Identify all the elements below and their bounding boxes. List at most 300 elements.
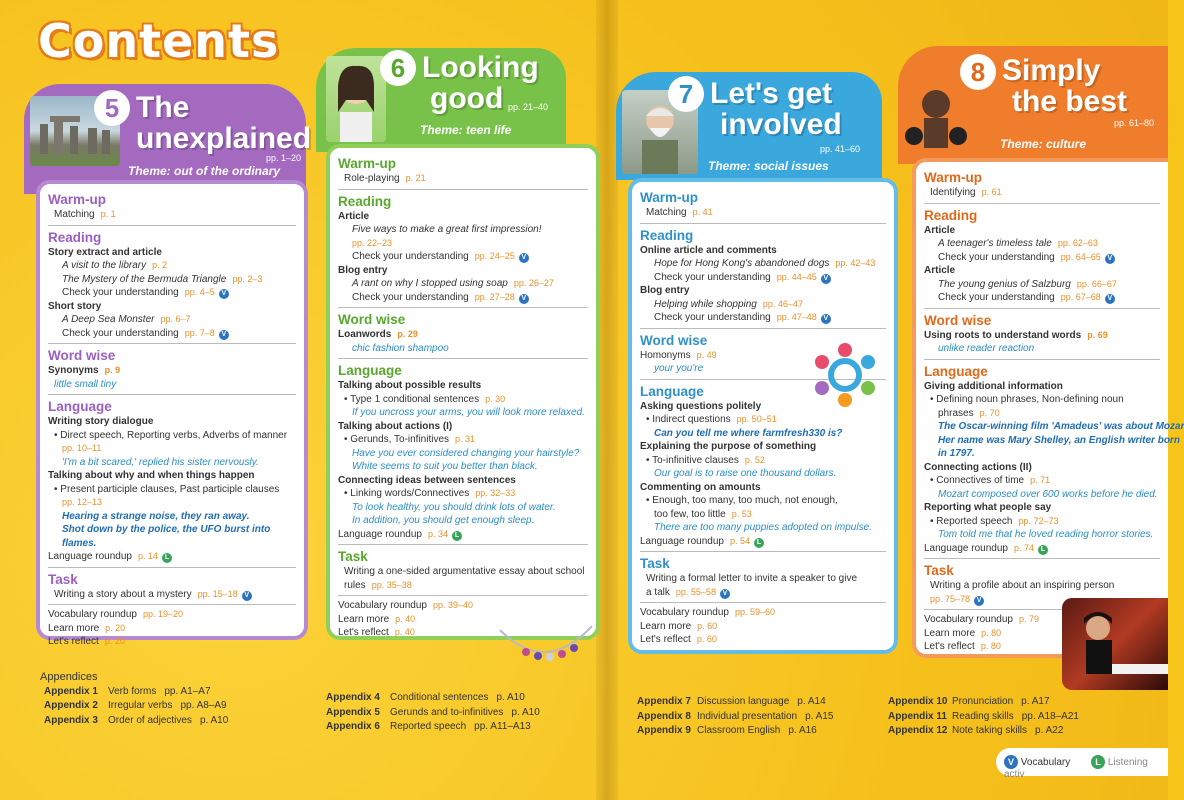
page-ref: pp. 24–25 bbox=[474, 251, 515, 261]
wordwise-heading: Word wise bbox=[640, 332, 708, 348]
appendix-item[interactable] bbox=[637, 695, 833, 710]
page-ref: pp. 2–3 bbox=[232, 273, 263, 284]
appendix-key: Appendix 6 bbox=[326, 721, 380, 732]
page-ref: pp. 47–48 bbox=[776, 312, 817, 322]
item-text: Vocabulary roundup bbox=[338, 600, 427, 611]
appendix-item[interactable] bbox=[326, 691, 540, 706]
vocabulary-badge-icon: V bbox=[720, 589, 730, 599]
page-ref: p. 49 bbox=[696, 349, 717, 360]
item-text: Vocabulary roundup bbox=[640, 607, 729, 618]
reading-item[interactable] bbox=[640, 298, 886, 312]
language-roundup[interactable] bbox=[640, 535, 886, 549]
language-item[interactable] bbox=[640, 508, 886, 522]
reading-sub: Blog entry bbox=[640, 285, 690, 296]
appendix-key: Appendix 8 bbox=[637, 710, 691, 722]
appendix-key: Appendix 10 bbox=[888, 696, 948, 707]
task-item[interactable] bbox=[640, 586, 886, 600]
item-text: Vocabulary roundup bbox=[48, 609, 137, 620]
wordwise-examples: your you're bbox=[654, 363, 704, 374]
appendix-name: Discussion language bbox=[697, 696, 790, 707]
language-sub: Connecting ideas between sentences bbox=[338, 474, 516, 486]
page-ref: pp. 62–63 bbox=[1057, 238, 1098, 248]
task-item[interactable] bbox=[48, 588, 296, 602]
appendix-key: Appendix 12 bbox=[888, 725, 948, 736]
item-text: Learn more bbox=[48, 622, 100, 634]
item-text: Check your understanding bbox=[654, 312, 771, 323]
item-text: Language roundup bbox=[48, 551, 132, 562]
page-ref: p. A10 bbox=[511, 706, 540, 718]
item-text: Check your understanding bbox=[938, 292, 1055, 303]
language-example: Tom told me that he loved reading horror stories. bbox=[938, 529, 1154, 540]
item-text: Writing a one-sided argumentative essay about school rules bbox=[344, 566, 585, 591]
language-sub: Talking about actions (I) bbox=[338, 420, 453, 432]
item-text: A teenager's timeless tale bbox=[938, 238, 1052, 249]
task-item[interactable] bbox=[338, 565, 588, 592]
item-text: A rant on why I stopped using soap bbox=[352, 278, 508, 289]
page-ref: pp. 44–45 bbox=[776, 271, 817, 282]
warmup-text: Identifying bbox=[930, 187, 976, 198]
language-example: Have you ever considered changing your hairstyle? bbox=[352, 447, 580, 459]
language-roundup[interactable] bbox=[48, 550, 296, 564]
appendix-item[interactable] bbox=[888, 710, 1079, 725]
item-text: a talk bbox=[646, 586, 670, 598]
page-ref: pp. 55–58 bbox=[675, 586, 716, 597]
unit-8-title-line2: the best bbox=[1012, 85, 1128, 118]
language-heading: Language bbox=[640, 383, 704, 399]
listening-badge-icon: L bbox=[1038, 545, 1048, 555]
divider bbox=[338, 595, 588, 596]
unit-6-theme: Theme: teen life bbox=[420, 123, 512, 137]
reading-item[interactable] bbox=[338, 277, 588, 291]
appendix-name: Reported speech bbox=[390, 721, 467, 732]
language-item[interactable] bbox=[924, 515, 1160, 529]
page-ref: p. A15 bbox=[805, 710, 834, 722]
language-item[interactable] bbox=[338, 433, 588, 447]
reading-item[interactable] bbox=[338, 223, 588, 237]
item-text: Enough, too many, too much, not enough, bbox=[652, 495, 838, 506]
language-example: Her name was Mary Shelley, an English writer born bbox=[938, 434, 1180, 446]
reading-item[interactable] bbox=[48, 259, 296, 273]
language-sub: Writing story dialogue bbox=[48, 416, 154, 427]
page-ref: pp. 46–47 bbox=[762, 298, 803, 309]
appendix-name: Reading skills bbox=[952, 710, 1014, 722]
item-text: Reported speech bbox=[936, 515, 1013, 527]
page-ref: pp. 4–5 bbox=[184, 287, 215, 297]
page-ref: p. 30 bbox=[485, 393, 506, 404]
unit-7-title-line2: involved bbox=[720, 108, 842, 141]
vocabulary-badge-icon: V bbox=[242, 591, 252, 601]
item-text: Type 1 conditional sentences bbox=[350, 393, 480, 405]
listening-badge-icon: L bbox=[452, 531, 462, 541]
unit-7-number: 7 bbox=[668, 76, 704, 112]
appendix-key: Appendix 2 bbox=[44, 700, 98, 711]
reading-sub: Short story bbox=[48, 300, 102, 312]
appendix-key: Appendix 7 bbox=[637, 696, 691, 707]
warmup-heading: Warm-up bbox=[924, 170, 982, 185]
divider bbox=[640, 223, 886, 224]
item-text: Direct speech, Reporting verbs, Adverbs of manner bbox=[60, 429, 288, 441]
listening-legend-label: Listening activ bbox=[1004, 757, 1148, 780]
divider bbox=[48, 604, 296, 605]
unit-8-title bbox=[1002, 55, 1168, 117]
unit-5-number: 5 bbox=[94, 90, 130, 126]
language-roundup[interactable] bbox=[338, 528, 588, 542]
page-ref: p. 71 bbox=[1030, 475, 1051, 485]
item-text: A visit to the library bbox=[62, 260, 147, 271]
page-ref: p. 14 bbox=[137, 551, 159, 561]
page-ref: pp. 12–13 bbox=[62, 497, 103, 507]
language-item[interactable] bbox=[924, 393, 1160, 407]
appendix-key: Appendix 4 bbox=[326, 692, 380, 703]
language-item[interactable] bbox=[338, 393, 588, 407]
language-item[interactable] bbox=[924, 474, 1160, 488]
appendices-col-4 bbox=[888, 695, 1079, 739]
divider bbox=[338, 307, 588, 308]
item-text: Writing a formal letter to invite a speaker to give bbox=[646, 573, 858, 584]
unit-5-pages: pp. 1–20 bbox=[266, 153, 302, 163]
item-text: Indirect questions bbox=[652, 414, 731, 425]
item-text: Check your understanding bbox=[654, 271, 771, 283]
language-item[interactable] bbox=[338, 487, 588, 501]
appendix-item[interactable] bbox=[637, 724, 833, 739]
page-ref: pp. 67–68 bbox=[1060, 292, 1101, 302]
page-ref: p. 79 bbox=[1018, 614, 1039, 624]
learn-more[interactable] bbox=[640, 620, 886, 634]
page-ref: p. 29 bbox=[397, 329, 418, 339]
vocabulary-badge-icon: V bbox=[1105, 294, 1115, 304]
item-text: Using roots to understand words bbox=[924, 329, 1082, 341]
warmup-heading: Warm-up bbox=[338, 156, 396, 171]
unit-5-title-line2: unexplained bbox=[136, 122, 312, 155]
reading-item[interactable] bbox=[640, 271, 886, 285]
language-item[interactable] bbox=[640, 454, 886, 468]
page-ref: p. 54 bbox=[729, 535, 751, 546]
page-ref: p. 53 bbox=[731, 508, 752, 519]
warmup-item[interactable] bbox=[924, 186, 1160, 200]
unit-7-pages: pp. 41–60 bbox=[820, 144, 861, 154]
language-item[interactable] bbox=[640, 413, 886, 427]
reading-item[interactable] bbox=[338, 291, 588, 305]
language-item[interactable] bbox=[640, 494, 886, 508]
appendix-key: Appendix 11 bbox=[888, 710, 947, 722]
divider bbox=[924, 359, 1160, 360]
appendix-item[interactable] bbox=[40, 685, 228, 700]
unit-5-title-line1: The bbox=[136, 91, 190, 124]
reading-item[interactable] bbox=[48, 313, 296, 327]
page-ref: p. 1 bbox=[100, 209, 116, 219]
divider bbox=[924, 203, 1160, 204]
unit-8-photo bbox=[904, 78, 968, 160]
page-title: Contents bbox=[38, 14, 280, 68]
page-ref: p. 74 bbox=[1013, 542, 1035, 553]
unit-7-title bbox=[710, 78, 880, 140]
wordwise-examples: little small tiny bbox=[54, 378, 117, 390]
page-ref: pp. 7–8 bbox=[184, 327, 215, 338]
wordwise-heading: Word wise bbox=[338, 312, 406, 327]
language-item[interactable] bbox=[48, 429, 296, 443]
page-ref: p. 80 bbox=[980, 641, 1001, 651]
vocabulary-badge-icon: V bbox=[519, 253, 529, 263]
language-example: Can you tell me where farmfresh330 is? bbox=[654, 427, 843, 439]
page-ref: p. 2 bbox=[152, 260, 168, 270]
reading-item[interactable] bbox=[924, 251, 1160, 265]
page-ref: pp. A8–A9 bbox=[180, 700, 227, 711]
divider bbox=[338, 358, 588, 359]
item-text: Loanwords bbox=[338, 329, 392, 340]
task-item[interactable] bbox=[924, 579, 1160, 593]
page-ref: p. A17 bbox=[1021, 696, 1050, 707]
language-sub: Reporting what people say bbox=[924, 502, 1052, 513]
reading-item[interactable] bbox=[338, 250, 588, 264]
page-ref: p. 9 bbox=[104, 365, 121, 375]
language-example: To look healthy, you should drink lots of water. bbox=[352, 501, 556, 513]
page-ref: pp. 75–78 bbox=[930, 593, 971, 604]
appendix-name: Classroom English bbox=[697, 725, 781, 736]
language-sub: Talking about possible results bbox=[338, 380, 482, 391]
divider bbox=[640, 602, 886, 603]
vocab-roundup[interactable] bbox=[48, 608, 296, 622]
reading-item[interactable] bbox=[48, 273, 296, 287]
unit-6-title-line2: good bbox=[430, 82, 504, 115]
lets-reflect[interactable] bbox=[48, 635, 296, 649]
boxer-image bbox=[904, 78, 968, 160]
vocabulary-badge-icon: V bbox=[1105, 254, 1115, 264]
wordwise-item[interactable] bbox=[338, 328, 588, 342]
unit-7-theme: Theme: social issues bbox=[708, 159, 829, 173]
item-text: Check your understanding bbox=[62, 287, 179, 298]
item-text: Linking words/Connectives bbox=[350, 488, 470, 499]
reading-item[interactable] bbox=[338, 237, 588, 251]
item-text: Let's reflect bbox=[338, 627, 389, 638]
page-ref: p. 41 bbox=[692, 207, 713, 217]
appendix-name: Note taking skills bbox=[952, 725, 1028, 736]
appendix-item[interactable] bbox=[888, 724, 1079, 739]
language-sub: Connecting actions (II) bbox=[924, 461, 1032, 473]
reading-item[interactable] bbox=[924, 278, 1160, 292]
reading-item[interactable] bbox=[48, 327, 296, 341]
divider bbox=[48, 394, 296, 395]
language-item[interactable] bbox=[48, 483, 296, 497]
warmup-heading: Warm-up bbox=[48, 192, 106, 207]
wordwise-item[interactable] bbox=[48, 364, 296, 378]
reading-item[interactable] bbox=[924, 237, 1160, 251]
warmup-heading: Warm-up bbox=[640, 190, 698, 205]
page-ref: pp. 22–23 bbox=[352, 237, 393, 248]
unit-5-theme: Theme: out of the ordinary bbox=[128, 164, 281, 178]
vocab-roundup[interactable] bbox=[640, 606, 886, 620]
divider bbox=[924, 558, 1160, 559]
page-ref: p. 40 bbox=[394, 627, 415, 637]
page-ref: p. 60 bbox=[697, 620, 718, 631]
unit-5-panel bbox=[36, 180, 308, 647]
unit-6-number: 6 bbox=[380, 50, 416, 86]
item-text: Writing a profile about an inspiring person bbox=[930, 580, 1115, 591]
divider bbox=[338, 544, 588, 545]
vocabulary-badge-icon: V bbox=[821, 274, 831, 284]
warmup-text: Matching bbox=[54, 209, 95, 220]
reading-item[interactable] bbox=[640, 311, 886, 325]
page-ref: p. 20 bbox=[104, 636, 125, 646]
item-text: The Mystery of the Bermuda Triangle bbox=[62, 273, 227, 285]
language-sub: Talking about why and when things happen bbox=[48, 470, 255, 481]
item-text: too few, too little bbox=[654, 508, 726, 520]
reading-sub: Online article and comments bbox=[640, 244, 777, 256]
wordwise-heading: Word wise bbox=[924, 312, 992, 328]
warmup-item[interactable] bbox=[338, 172, 588, 186]
item-text: Check your understanding bbox=[938, 251, 1055, 263]
warmup-item[interactable] bbox=[48, 208, 296, 222]
language-example: White seems to suit you better than black. bbox=[352, 461, 538, 472]
page-ref: pp. 27–28 bbox=[474, 291, 515, 302]
page-ref: p. 34 bbox=[427, 528, 449, 539]
language-item[interactable] bbox=[48, 496, 296, 510]
vocabulary-legend-label: Vocabulary bbox=[1020, 757, 1071, 768]
page-ref: p. 60 bbox=[696, 634, 717, 644]
page-ref: pp. 35–38 bbox=[371, 579, 412, 590]
listening-badge-icon: L bbox=[754, 538, 764, 548]
page-ref: pp. 19–20 bbox=[142, 609, 184, 619]
unit-8-panel bbox=[912, 158, 1184, 658]
reading-sub: Blog entry bbox=[338, 264, 388, 276]
appendix-key: Appendix 3 bbox=[44, 714, 98, 726]
item-text: Language roundup bbox=[640, 535, 724, 547]
divider bbox=[48, 343, 296, 344]
legend bbox=[996, 748, 1168, 780]
item-text: Connectives of time bbox=[936, 475, 1025, 486]
unit-6-panel bbox=[326, 144, 600, 640]
divider bbox=[48, 225, 296, 226]
item-text: Learn more bbox=[640, 620, 692, 632]
task-heading: Task bbox=[640, 556, 670, 571]
language-item[interactable] bbox=[924, 407, 1160, 421]
item-text: Hope for Hong Kong's abandoned dogs bbox=[654, 258, 830, 269]
appendix-item[interactable] bbox=[40, 699, 228, 714]
unit-6-title-line1: Looking bbox=[422, 51, 539, 84]
wordwise-item[interactable] bbox=[924, 329, 1160, 343]
item-text: Check your understanding bbox=[352, 251, 469, 262]
language-example: Our goal is to raise one thousand dollars. bbox=[654, 468, 837, 479]
appendix-item[interactable] bbox=[888, 695, 1079, 710]
page-ref: pp. 72–73 bbox=[1018, 515, 1059, 526]
language-example: 'I'm a bit scared,' replied his sister nervously. bbox=[62, 456, 259, 468]
language-example: If you uncross your arms, you will look more relaxed. bbox=[352, 407, 585, 418]
learn-more[interactable] bbox=[48, 622, 296, 636]
page-ref: p. 61 bbox=[981, 187, 1002, 197]
page-ref: pp. 6–7 bbox=[160, 314, 191, 324]
vocabulary-badge-icon: V bbox=[219, 330, 229, 340]
language-sub: Asking questions politely bbox=[640, 400, 762, 412]
vocab-roundup[interactable] bbox=[338, 599, 588, 613]
warmup-text: Matching bbox=[646, 207, 687, 218]
language-example: There are too many puppies adopted on impulse. bbox=[654, 522, 872, 533]
listening-legend-icon: L bbox=[1091, 755, 1105, 769]
page-ref: p. 52 bbox=[744, 454, 765, 465]
reading-heading: Reading bbox=[924, 207, 978, 223]
reading-sub: Article bbox=[338, 210, 370, 222]
wordwise-examples: unlike reader reaction bbox=[938, 343, 1035, 354]
appendix-name: Conditional sentences bbox=[390, 692, 489, 703]
listening-badge-icon: L bbox=[162, 553, 172, 563]
item-text: Gerunds, To-infinitives bbox=[350, 434, 450, 445]
unit-8-theme: Theme: culture bbox=[1000, 137, 1087, 151]
item-text: Let's reflect bbox=[640, 634, 691, 645]
item-text: Synonyms bbox=[48, 365, 99, 376]
unit-5-title bbox=[136, 91, 312, 155]
language-sub: Explaining the purpose of something bbox=[640, 441, 817, 452]
page-ref: p. 21 bbox=[405, 173, 426, 183]
page-ref: p. A10 bbox=[496, 692, 525, 703]
item-text: Homonyms bbox=[640, 349, 691, 361]
appendix-key: Appendix 5 bbox=[326, 706, 380, 718]
reading-item[interactable] bbox=[640, 257, 886, 271]
page-ref: pp. 32–33 bbox=[475, 488, 516, 498]
item-text: Language roundup bbox=[338, 528, 422, 540]
item-text: Writing a story about a mystery bbox=[54, 588, 192, 600]
page-ref: pp. 59–60 bbox=[734, 607, 776, 617]
page-ref: p. 69 bbox=[1087, 329, 1108, 340]
reading-item[interactable] bbox=[48, 286, 296, 300]
item-text: Let's reflect bbox=[924, 641, 975, 652]
reading-item[interactable] bbox=[924, 291, 1160, 305]
divider bbox=[924, 308, 1160, 309]
bracelet-image bbox=[496, 612, 596, 668]
warmup-item[interactable] bbox=[640, 206, 886, 220]
page-ref: p. 80 bbox=[981, 627, 1002, 638]
reading-heading: Reading bbox=[640, 227, 694, 243]
task-item[interactable] bbox=[640, 572, 886, 586]
page-ref: pp. 64–65 bbox=[1060, 251, 1101, 262]
language-roundup[interactable] bbox=[924, 542, 1160, 556]
appendices-col-3 bbox=[637, 695, 833, 739]
item-text: Check your understanding bbox=[62, 327, 179, 339]
appendix-item[interactable] bbox=[40, 714, 228, 729]
appendix-item[interactable] bbox=[326, 706, 540, 721]
teen-girl-image bbox=[326, 56, 386, 142]
page-ref: p. A22 bbox=[1035, 725, 1064, 736]
page-ref: p. A16 bbox=[788, 725, 817, 736]
task-heading: Task bbox=[48, 571, 78, 587]
task-heading: Task bbox=[338, 549, 368, 564]
unit-6-photo bbox=[326, 56, 386, 142]
unit-6-pages: pp. 21–40 bbox=[508, 102, 549, 112]
page-ref: pp. A1–A7 bbox=[164, 685, 211, 697]
pianist-photo bbox=[1062, 598, 1168, 690]
divider bbox=[48, 567, 296, 568]
appendix-item[interactable] bbox=[637, 710, 833, 725]
item-text: Helping while shopping bbox=[654, 298, 757, 310]
appendices-heading: Appendices bbox=[40, 671, 98, 683]
divider bbox=[640, 328, 886, 329]
warmup-text: Role-playing bbox=[344, 173, 400, 184]
language-example: The Oscar-winning film 'Amadeus' was about Mozar bbox=[938, 421, 1184, 432]
reading-heading: Reading bbox=[338, 193, 392, 209]
language-heading: Language bbox=[48, 399, 112, 414]
page-ref: p. 20 bbox=[105, 622, 126, 633]
lets-reflect[interactable] bbox=[640, 633, 886, 647]
page-ref: p. 31 bbox=[455, 434, 476, 444]
appendix-item[interactable] bbox=[326, 720, 540, 735]
wordwise-heading: Word wise bbox=[48, 348, 116, 363]
language-example: Shot down by the police, the UFO burst into flames. bbox=[62, 524, 271, 549]
page-ref: pp. 39–40 bbox=[432, 600, 474, 610]
appendix-name: Order of adjectives bbox=[108, 714, 192, 726]
language-item[interactable] bbox=[48, 442, 296, 456]
page-ref: p. 40 bbox=[395, 613, 416, 624]
vocabulary-badge-icon: V bbox=[219, 289, 229, 299]
appendices-col-1 bbox=[40, 670, 228, 728]
item-text: Defining noun phrases, Non-defining noun bbox=[936, 394, 1124, 405]
reading-sub: Article bbox=[924, 265, 956, 276]
